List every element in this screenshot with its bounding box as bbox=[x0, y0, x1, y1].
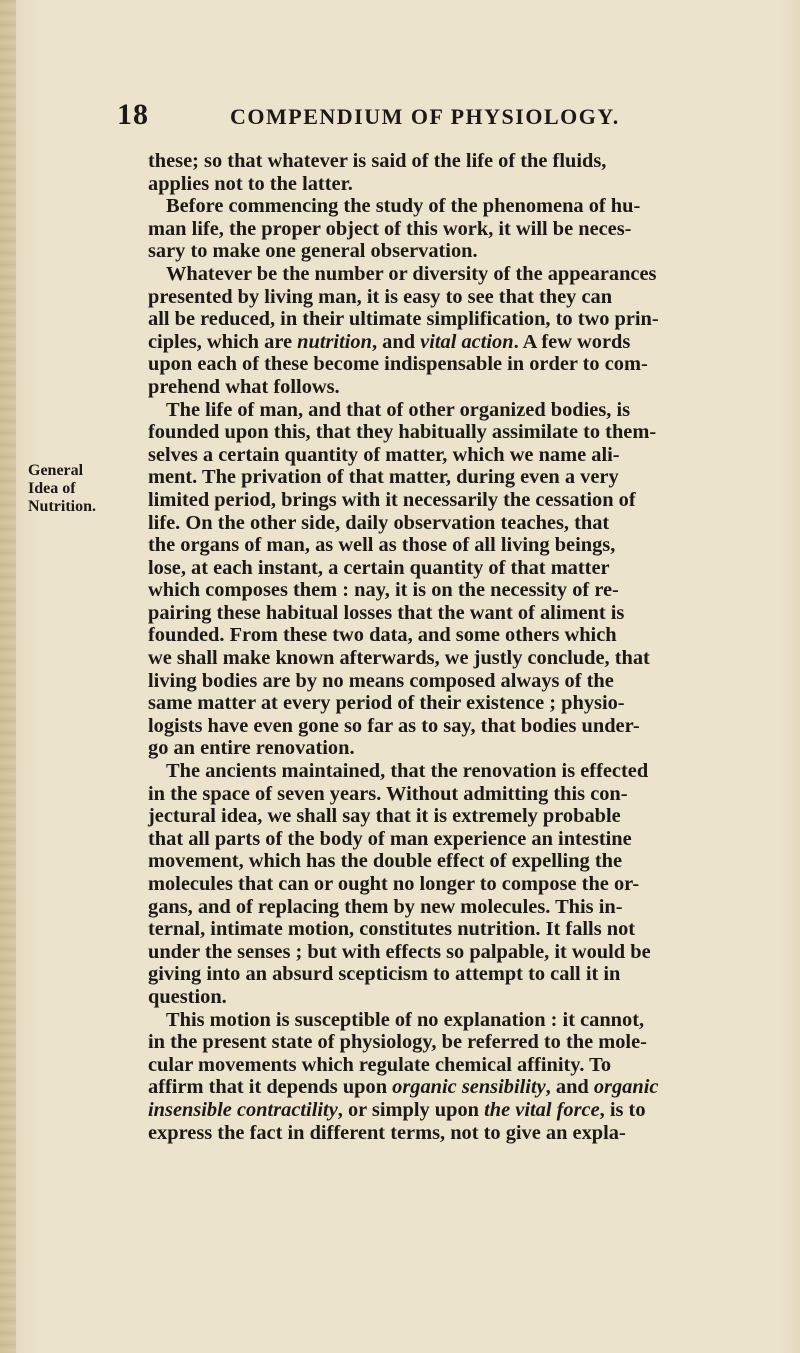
text-line: selves a certain quantity of matter, which we name ali- bbox=[148, 443, 620, 466]
text-line: same matter at every period of their existence ; physio- bbox=[148, 692, 625, 715]
text-line: This motion is susceptible of no explanation : it cannot, bbox=[166, 1008, 645, 1031]
text-line: molecules that can or ought no longer to compose the or- bbox=[148, 873, 640, 895]
text-line: go an entire renovation. bbox=[148, 737, 355, 760]
text-line: express the fact in different terms, not to give an expla- bbox=[148, 1121, 626, 1144]
text-line: we shall make known afterwards, we justly conclude, that bbox=[148, 647, 650, 670]
text-line: sary to make one general observation. bbox=[148, 240, 478, 263]
text-line: upon each of these become indispensable in order to com- bbox=[148, 353, 648, 376]
text-line: lose, at each instant, a certain quantity of that matter bbox=[148, 556, 610, 579]
text-line: jectural idea, we shall say that it is extremely probable bbox=[148, 805, 621, 828]
page-number: 18 bbox=[117, 98, 149, 131]
text-line: in the space of seven years. Without admitting this con- bbox=[148, 782, 628, 805]
italic-term: nutrition bbox=[297, 330, 372, 353]
text-line: pairing these habitual losses that the want of aliment is bbox=[148, 601, 625, 624]
text-line: life. On the other side, daily observation teaches, that bbox=[148, 511, 610, 534]
text-line: the organs of man, as well as those of all living beings, bbox=[148, 534, 616, 557]
text-line: giving into an absurd scepticism to attempt to call it in bbox=[148, 963, 621, 986]
text-line: The life of man, and that of other organized bodies, is bbox=[166, 398, 631, 421]
text-line: gans, and of replacing them by new molecules. This in- bbox=[148, 895, 623, 918]
text-line: Whatever be the number or diversity of the appearances bbox=[166, 262, 657, 285]
margin-note-line: General bbox=[28, 462, 84, 479]
text-line: insensible contractility, or simply upon the vital force, is to bbox=[148, 1098, 646, 1121]
text-line: affirm that it depends upon organic sensibility, and organic bbox=[148, 1076, 659, 1099]
text-line: man life, the proper object of this work, it will be neces- bbox=[148, 217, 632, 240]
body-text bbox=[148, 150, 772, 1144]
text-line: under the senses ; but with effects so palpable, it would be bbox=[148, 940, 651, 963]
text-line: applies not to the latter. bbox=[148, 172, 353, 195]
italic-term: organic bbox=[593, 1076, 659, 1099]
text-line: question. bbox=[148, 985, 227, 1008]
text-line: Before commencing the study of the phenomena of hu- bbox=[166, 195, 641, 218]
page-binding-edge bbox=[0, 0, 16, 1353]
text-line: all be reduced, in their ultimate simplification, to two prin- bbox=[148, 308, 659, 331]
italic-term: organic sensibility bbox=[392, 1076, 546, 1099]
text-line: ternal, intimate motion, constitutes nutrition. It falls not bbox=[148, 918, 636, 941]
italic-term: the vital force bbox=[484, 1098, 600, 1121]
margin-note-line: Idea of bbox=[28, 480, 76, 497]
text-line: that all parts of the body of man experience an intestine bbox=[148, 827, 632, 850]
text-line: ment. The privation of that matter, during even a very bbox=[148, 466, 619, 489]
text-line: The ancients maintained, that the renovation is effected bbox=[166, 760, 649, 783]
margin-note bbox=[28, 462, 108, 516]
text-line: prehend what follows. bbox=[148, 375, 340, 398]
text-line: founded upon this, that they habitually assimilate to them- bbox=[148, 421, 657, 444]
text-line: these; so that whatever is said of the life of the fluids, bbox=[148, 150, 607, 172]
text-line: which composes them : nay, it is on the necessity of re- bbox=[148, 579, 619, 602]
text-line: logists have even gone so far as to say, that bodies under- bbox=[148, 714, 640, 737]
running-title: COMPENDIUM OF PHYSIOLOGY. bbox=[230, 104, 620, 129]
text-line: living bodies are by no means composed always of the bbox=[148, 669, 614, 692]
text-line: cular movements which regulate chemical affinity. To bbox=[148, 1053, 612, 1076]
text-line: in the present state of physiology, be referred to the mole- bbox=[148, 1031, 647, 1054]
italic-term: insensible contractility bbox=[148, 1098, 338, 1121]
text-line: founded. From these two data, and some others which bbox=[148, 624, 617, 647]
text-line: movement, which has the double effect of expelling the bbox=[148, 850, 623, 873]
text-line: ciples, which are nutrition, and vital action. A few words bbox=[148, 330, 631, 353]
text-line: presented by living man, it is easy to see that they can bbox=[148, 285, 613, 308]
running-header bbox=[0, 98, 800, 138]
italic-term: vital action bbox=[420, 330, 514, 353]
margin-note-line: Nutrition. bbox=[28, 498, 96, 515]
text-line: limited period, brings with it necessarily the cessation of bbox=[148, 488, 636, 511]
